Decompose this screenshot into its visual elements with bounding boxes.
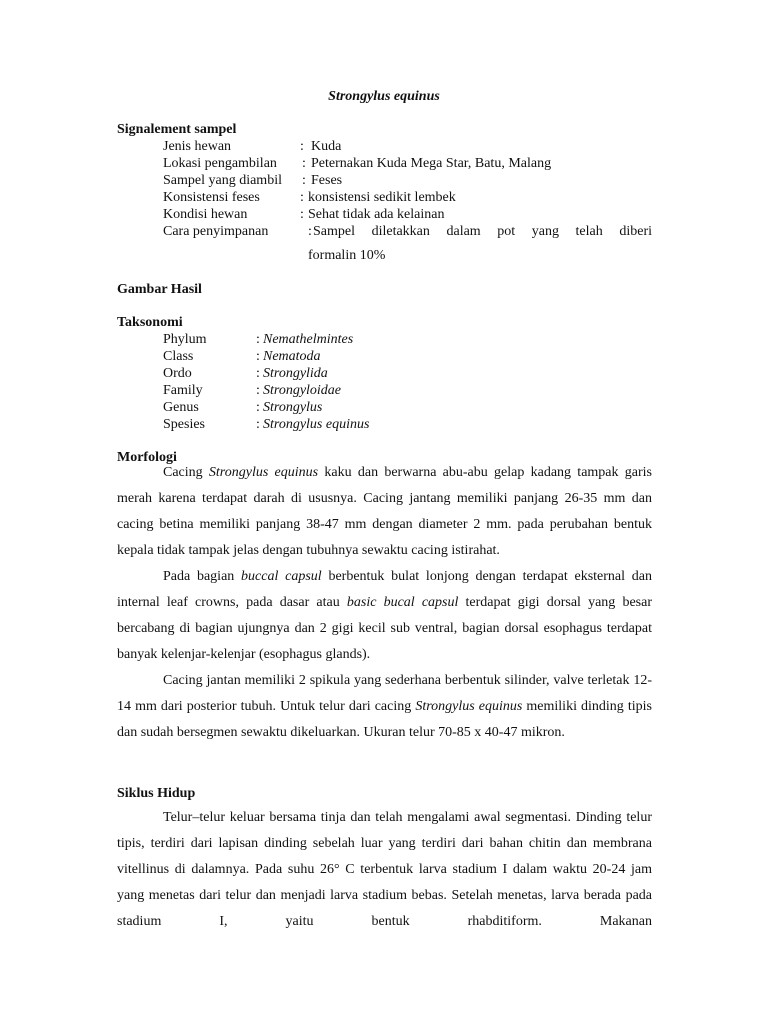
document-title: Strongylus equinus xyxy=(328,89,440,104)
italic-term: basic bucal capsul xyxy=(346,595,459,610)
siklus-hidup-heading: Siklus Hidup xyxy=(117,786,196,801)
signalement-value: konsistensi sedikit lembek xyxy=(308,190,456,205)
signalement-heading: Signalement sampel xyxy=(117,122,237,137)
text-run: memiliki dinding tipis dan sudah bersegmen sewaktu dikeluarkan. Ukuran telur 70-85 x 40-47 mikron. xyxy=(117,699,653,740)
taksonomi-colon: : xyxy=(256,332,260,347)
taksonomi-colon: : xyxy=(256,349,260,364)
signalement-label: Konsistensi feses xyxy=(163,190,260,205)
signalement-value: Kuda xyxy=(311,139,342,154)
signalement-label: Jenis hewan xyxy=(163,139,232,154)
signalement-label: Kondisi hewan xyxy=(163,207,248,222)
signalement-colon: : xyxy=(300,207,304,222)
signalement-value: Sehat tidak ada kelainan xyxy=(308,207,445,222)
morfologi-paragraph-2 xyxy=(117,564,652,668)
signalement-value: Peternakan Kuda Mega Star, Batu, Malang xyxy=(311,156,552,171)
taksonomi-colon: : xyxy=(256,366,260,381)
species-name: Strongylus equinus xyxy=(415,699,523,714)
taksonomi-heading: Taksonomi xyxy=(117,315,183,330)
signalement-value-continuation: formalin 10% xyxy=(308,248,386,263)
text-run: berbentuk bulat lonjong dengan terdapat eksternal dan internal leaf crowns, pada dasar atau xyxy=(117,569,652,610)
taksonomi-value: Nematoda xyxy=(263,349,321,364)
text-run: Cacing jantan memiliki 2 spikula yang sederhana berbentuk silinder, valve terletak 12-14 mm dari posterior tubuh. Untuk telur dari cacing xyxy=(117,673,652,714)
taksonomi-colon: : xyxy=(256,400,260,415)
siklus-paragraph-1: Telur–telur keluar bersama tinja dan telah mengalami awal segmentasi. Dinding telur tipis, terdiri dari lapisan dinding sebelah luar yang terdiri dari bahan chitin dan membrana vitellinus di dalamnya. Pada suhu 26° C terbentuk larva stadium I dalam waktu 20-24 jam yang menetas dari telur dan menjadi larva stadium bebas. Setelah menetas, larva berada pada stadium I, yaitu bentuk rhabditiform. Makanan xyxy=(117,810,652,929)
taksonomi-value: Strongylus xyxy=(263,400,323,415)
signalement-value: Sampel diletakkan dalam pot yang telah diberi xyxy=(313,224,652,239)
text-run: kaku dan berwarna abu-abu gelap kadang tampak garis merah karena terdapat darah di ususnya. Cacing jantang memiliki panjang 26-35 mm dan cacing betina memiliki panjang 38-47 mm dengan diameter 2 mm. pada perubahan bentuk kepala tidak tampak jelas dengan tubuhnya sewaktu cacing istirahat. xyxy=(117,465,652,558)
taksonomi-label: Family xyxy=(163,383,203,398)
text-run: Cacing xyxy=(163,465,209,480)
siklus-body xyxy=(117,805,652,935)
gambar-hasil-heading: Gambar Hasil xyxy=(117,282,202,297)
morfologi-body xyxy=(117,460,652,746)
taksonomi-label: Phylum xyxy=(163,332,207,347)
signalement-label: Sampel yang diambil xyxy=(163,173,282,188)
morfologi-paragraph-1 xyxy=(117,460,652,564)
signalement-label: Lokasi pengambilan xyxy=(163,156,277,171)
taksonomi-colon: : xyxy=(256,383,260,398)
signalement-colon: : xyxy=(302,173,306,188)
taksonomi-value: Nemathelmintes xyxy=(263,332,354,347)
text-run: Pada bagian xyxy=(163,569,242,584)
morfologi-paragraph-3 xyxy=(117,668,652,746)
taksonomi-label: Genus xyxy=(163,400,199,415)
signalement-colon: : xyxy=(302,156,306,171)
taksonomi-label: Spesies xyxy=(163,417,205,432)
taksonomi-colon: : xyxy=(256,417,260,432)
italic-term: buccal capsul xyxy=(241,569,322,584)
signalement-colon: : xyxy=(308,224,312,239)
morfologi-heading: Morfologi xyxy=(117,450,177,465)
signalement-value: Feses xyxy=(311,173,343,188)
taksonomi-value: Strongylida xyxy=(263,366,328,381)
taksonomi-value: Strongyloidae xyxy=(263,383,342,398)
taksonomi-label: Ordo xyxy=(163,366,192,381)
signalement-colon: : xyxy=(300,139,304,154)
taksonomi-value: Strongylus equinus xyxy=(263,417,370,432)
signalement-label: Cara penyimpanan xyxy=(163,224,269,239)
species-name: Strongylus equinus xyxy=(208,465,319,480)
signalement-colon: : xyxy=(300,190,304,205)
taksonomi-label: Class xyxy=(163,349,194,364)
text-run: terdapat gigi dorsal yang besar bercabang di bagian ujungnya dan 2 gigi kecil sub ventral, bagian dorsal esophagus terdapat banyak kelenjar-kelenjar (esophagus glands). xyxy=(117,595,652,662)
